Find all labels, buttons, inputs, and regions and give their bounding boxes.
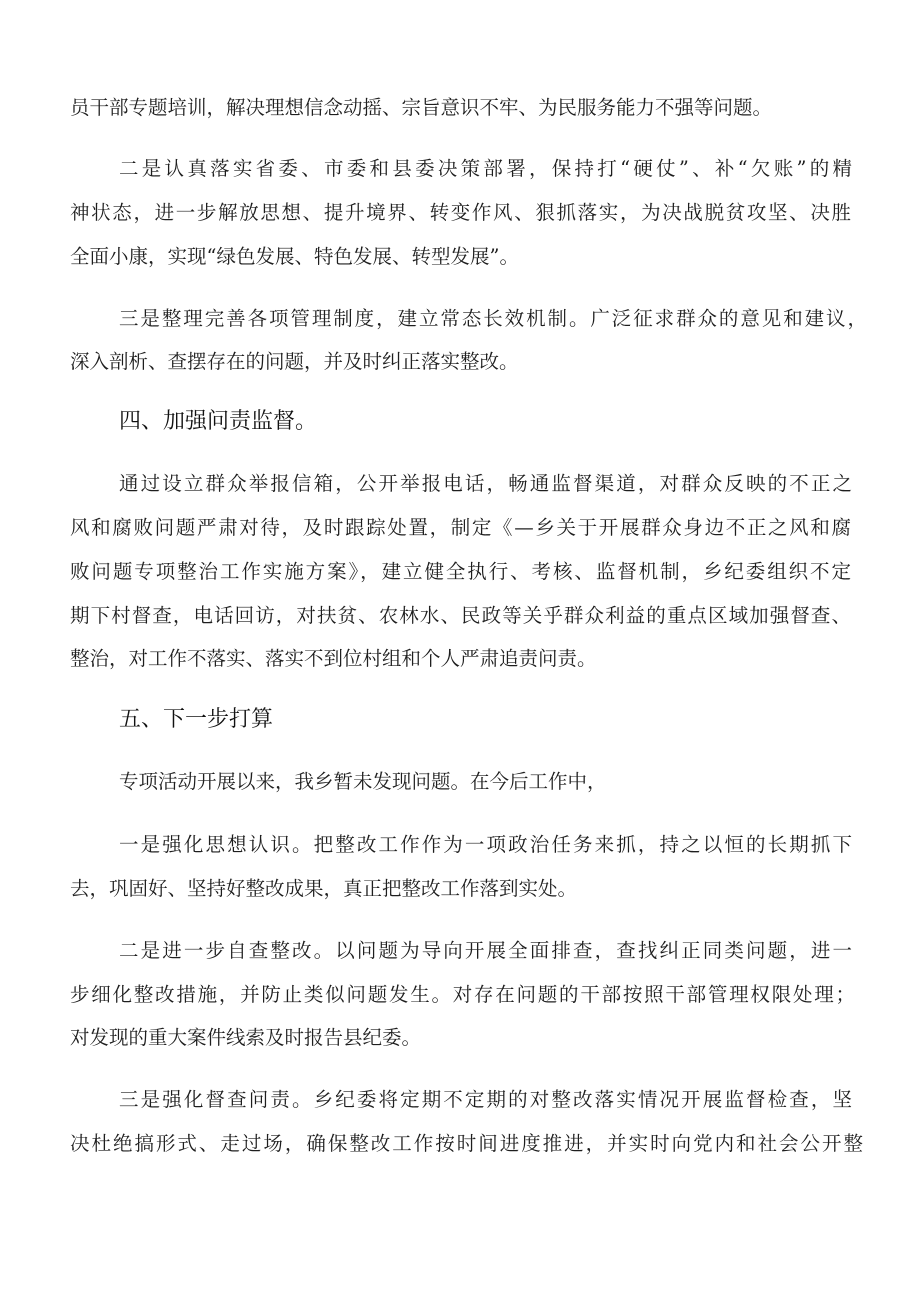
paragraph-5-line-4: 期下村督查，电话回访，对扶贫、农林水、民政等关乎群众利益的重点区域加强督查、 — [70, 604, 851, 627]
section-heading-5: 五、下一步打算 — [119, 707, 274, 732]
paragraph-9-line-2: 步细化整改措施，并防止类似问题发生。对存在问题的干部按照干部管理权限处理； — [70, 983, 855, 1006]
paragraph-5-line-1: 通过设立群众举报信箱，公开举报电话，畅通监督渠道，对群众反映的不正之 — [119, 472, 852, 495]
paragraph-7-line-1: 专项活动开展以来，我乡暂未发现问题。在今后工作中， — [119, 770, 607, 793]
paragraph-8-line-2: 去，巩固好、坚持好整改成果，真正把整改工作落到实处。 — [70, 877, 578, 900]
paragraph-3-line-1: 三是整理完善各项管理制度，建立常态长效机制。广泛征求群众的意见和建议， — [119, 307, 867, 330]
section-heading-4: 四、加强问责监督。 — [119, 409, 318, 434]
paragraph-2-line-2: 神状态，进一步解放思想、提升境界、转变作风、狠抓落实，为决战脱贫攻坚、决胜 — [70, 201, 851, 224]
paragraph-5-line-3: 败问题专项整治工作实施方案》，建立健全执行、考核、监督机制，乡纪委组织不定 — [70, 560, 851, 583]
paragraph-3-line-2: 深入剖析、查摆存在的问题，并及时纠正落实整改。 — [70, 350, 519, 373]
paragraph-5-line-2: 风和腐败问题严肃对待，及时跟踪处置，制定《—乡关于开展群众身边不正之风和腐 — [70, 516, 851, 539]
paragraph-5-line-5: 整治，对工作不落实、落实不到位村组和个人严肃追责问责。 — [70, 647, 597, 670]
paragraph-9-line-1: 二是进一步自查整改。以问题为导向开展全面排查，查找纠正同类问题，进一 — [119, 939, 852, 962]
paragraph-10-line-1: 三是强化督查问责。乡纪委将定期不定期的对整改落实情况开展监督检查，坚 — [119, 1088, 852, 1111]
paragraph-10-line-2: 决杜绝搞形式、走过场，确保整改工作按时间进度推进，并实时向党内和社会公开整 — [70, 1132, 863, 1155]
paragraph-8-line-1: 一是强化思想认识。把整改工作作为一项政治任务来抓，持之以恒的长期抓下 — [119, 833, 852, 856]
paragraph-1-line-1: 员干部专题培训，解决理想信念动摇、宗旨意识不牢、为民服务能力不强等问题。 — [70, 96, 773, 119]
paragraph-2-line-3: 全面小康，实现“绿色发展、特色发展、转型发展”。 — [70, 245, 519, 268]
paragraph-9-line-3: 对发现的重大案件线索及时报告县纪委。 — [70, 1026, 422, 1049]
paragraph-2-line-1: 二是认真落实省委、市委和县委决策部署，保持打“硬仗”、补“欠账”的精 — [119, 157, 852, 180]
